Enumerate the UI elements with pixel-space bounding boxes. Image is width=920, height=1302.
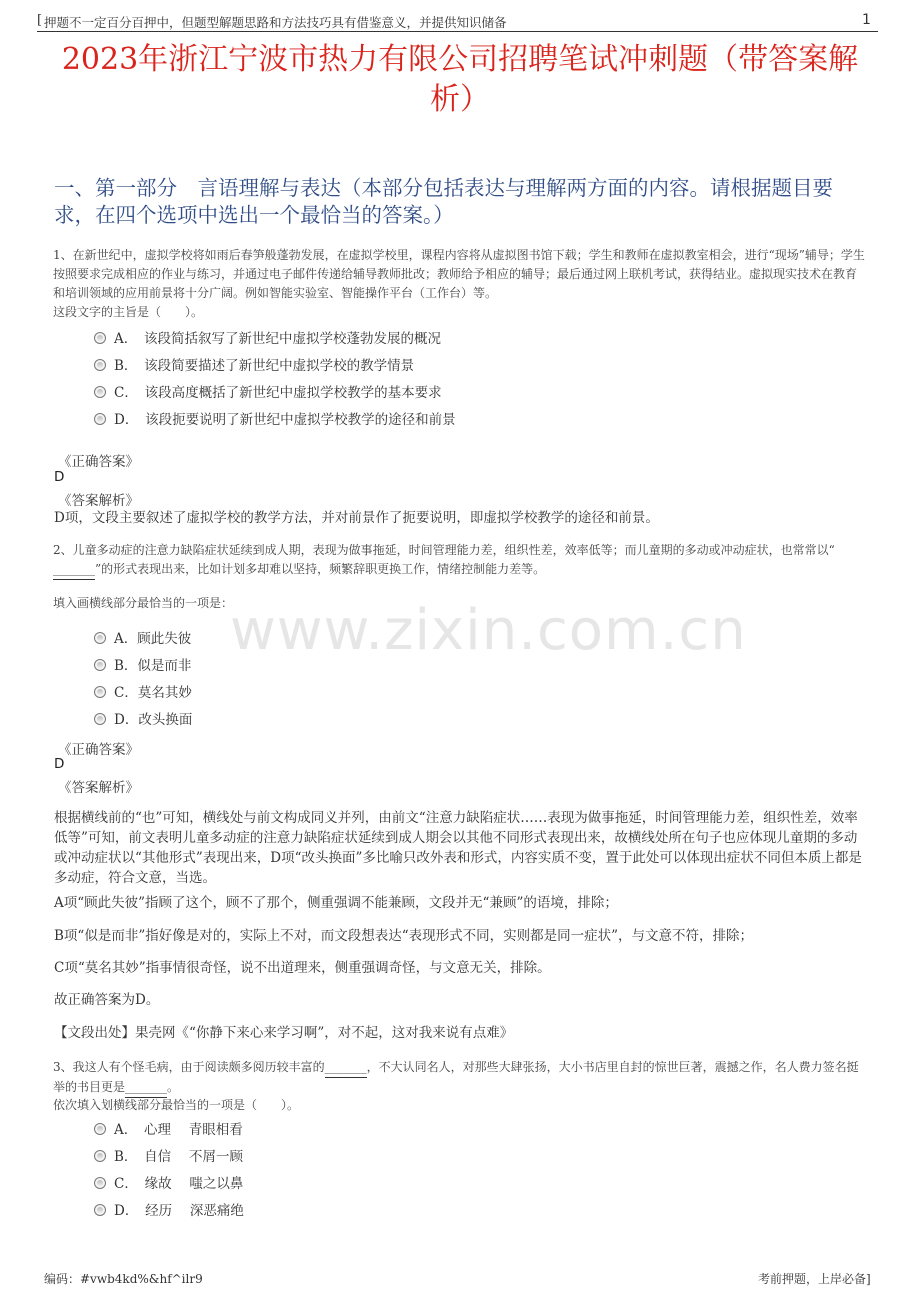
- radio-icon[interactable]: [94, 659, 106, 671]
- question-2-conclusion: 故正确答案为D。: [54, 992, 160, 1008]
- footer-slogan: 考前押题，上岸必备]: [758, 1272, 871, 1286]
- radio-icon[interactable]: [94, 686, 106, 698]
- question-2-analysis-b: B项“似是而非”指好像是对的，实际上不对，而文段想表达“表现形式不同，实则都是同一症状”，与文意不符，排除；: [54, 928, 754, 944]
- analysis-label: 《答案解析》: [58, 493, 139, 509]
- fill-blank: _______: [53, 560, 95, 580]
- correct-answer-label: 《正确答案》: [58, 742, 139, 758]
- question-1-text: 1、在新世纪中，虚拟学校将如雨后春笋般蓬勃发展，在虚拟学校里，课程内容将从虚拟图书馆下载；学生和教师在虚拟教室相会，进行“现场”辅导；学生按照要求完成相应的作业与练习，并通过电子邮件传递给辅导教师批改；教师给予相应的辅导；最后通过网上联机考试，获得结业。虚拟现实技术在教育和培训领域的应用前景将十分广阔。例如智能实验室、智能操作平台（工作台）等。: [53, 248, 865, 300]
- question-2-analysis-a: A项“顾此失彼”指顾了这个，顾不了那个，侧重强调不能兼顾，文段并无“兼顾”的语境，排除；: [54, 895, 618, 911]
- question-2-analysis-c: C项“莫名其妙”指事情很奇怪，说不出道理来，侧重强调奇怪，与文意无关，排除。: [54, 960, 551, 976]
- fill-blank: _______: [325, 1058, 367, 1078]
- question-3-prompt: 依次填入划横线部分最恰当的一项是（ ）。: [53, 1098, 300, 1112]
- question-1-analysis: D项，文段主要叙述了虚拟学校的教学方法，并对前景作了扼要说明，即虚拟学校教学的途径和前景。: [54, 510, 659, 526]
- question-1-answer: D: [54, 469, 65, 485]
- radio-icon[interactable]: [94, 1177, 106, 1189]
- question-2-text: 2、儿童多动症的注意力缺陷症状延续到成人期，表现为做事拖延，时间管理能力差，组织性差，效率低等；而儿童期的多动或冲动症状，也常常以“_______”的形式表现出来，比如计划多却难以坚持，频繁辞职更换工作，情绪控制能力差等。: [53, 541, 868, 580]
- section-title: 一、第一部分 言语理解与表达（本部分包括表达与理解两方面的内容。请根据题目要求，在四个选项中选出一个最恰当的答案。）: [54, 176, 833, 227]
- header-bracket: [: [37, 13, 43, 28]
- question-2-analysis-main: 根据横线前的“也”可知，横线处与前文构成同义并列，由前文“注意力缺陷症状……表现为做事拖延，时间管理能力差，组织性差，效率低等”可知，前文表明儿童多动症的注意力缺陷症状延续到成人期会以其他不同形式表现出来，故横线处所在句子也应体现儿童期的多动或冲动症状以“其他形式”表现出来，D项“改头换面”多比喻只改外表和形式，内容实质不变，置于此处可以体现出症状不同但本质上都是多动症，符合文意，当选。: [54, 810, 862, 886]
- radio-icon[interactable]: [94, 1204, 106, 1216]
- page-number: 1: [862, 12, 871, 28]
- radio-icon[interactable]: [94, 386, 106, 398]
- radio-icon[interactable]: [94, 332, 106, 344]
- correct-answer-label: 《正确答案》: [58, 454, 139, 470]
- question-2-source: 【文段出处】果壳网《“你静下来心来学习啊”，对不起，这对我来说有点难》: [54, 1025, 514, 1041]
- question-2-prompt: 填入画横线部分最恰当的一项是：: [53, 596, 234, 610]
- radio-icon[interactable]: [94, 713, 106, 725]
- analysis-label: 《答案解析》: [58, 780, 139, 796]
- question-3-text: 3、我这人有个怪毛病，由于阅读颇多阅历较丰富的_______，不大认同名人，对那些大肆张扬，大小书店里自封的惊世巨著，震撼之作，名人费力签名挺举的书目更是_______。: [53, 1058, 868, 1098]
- watermark: www.zixin.com.cn: [230, 598, 747, 663]
- document-title: 2023年浙江宁波市热力有限公司招聘笔试冲刺题（带答案解析）: [61, 42, 859, 117]
- header-disclaimer: 押题不一定百分百押中，但题型解题思路和方法技巧具有借鉴意义，并提供知识储备: [44, 15, 507, 30]
- question-1-prompt: 这段文字的主旨是（ ）。: [53, 305, 204, 319]
- fill-blank: _______: [125, 1078, 167, 1098]
- footer-code: 编码：#vwb4kd%&hf^ilr9: [44, 1272, 203, 1286]
- radio-icon[interactable]: [94, 632, 106, 644]
- header-divider: [37, 31, 878, 32]
- radio-icon[interactable]: [94, 1150, 106, 1162]
- radio-icon[interactable]: [94, 359, 106, 371]
- radio-icon[interactable]: [94, 1123, 106, 1135]
- question-2-answer: D: [54, 756, 65, 772]
- radio-icon[interactable]: [94, 413, 106, 425]
